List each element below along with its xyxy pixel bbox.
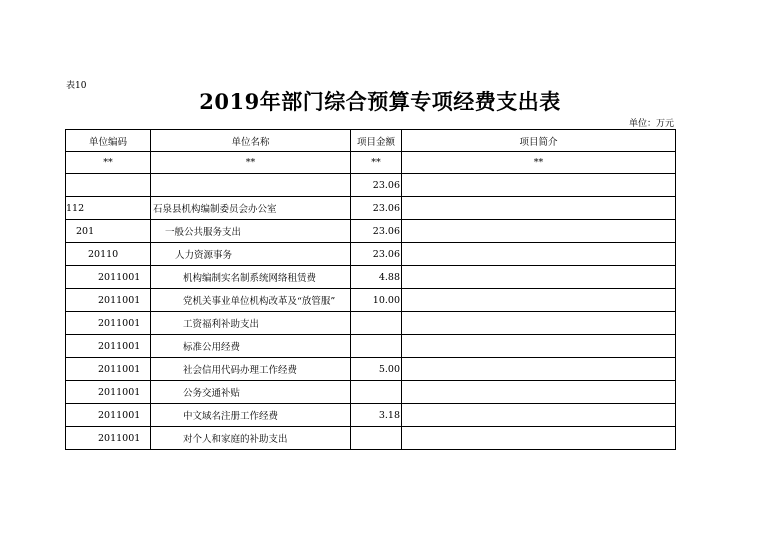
row-amount	[351, 335, 402, 358]
row-unit-name: 公务交通补贴	[151, 381, 351, 404]
row-intro	[402, 335, 676, 358]
unit-label: 单位：万元	[628, 119, 674, 129]
table-number: 表10	[66, 81, 87, 91]
row-intro	[402, 243, 676, 266]
row-unit-code: 2011001	[66, 381, 151, 404]
table-row	[66, 312, 676, 335]
table-row	[66, 427, 676, 450]
row-intro	[402, 289, 676, 312]
row-unit-name: 对个人和家庭的补助支出	[151, 427, 351, 450]
row-amount: 23.06	[351, 243, 402, 266]
header-amount: 项目金额	[351, 130, 402, 152]
row-unit-name: 社会信用代码办理工作经费	[151, 358, 351, 381]
row-unit-code: 112	[66, 197, 151, 220]
row-intro	[402, 266, 676, 289]
row-intro	[402, 174, 676, 197]
row-intro	[402, 381, 676, 404]
row-unit-name: 工资福利补助支出	[151, 312, 351, 335]
table-row	[66, 404, 676, 427]
expense-table	[65, 129, 676, 450]
table-row	[66, 243, 676, 266]
row-unit-code: 2011001	[66, 427, 151, 450]
row-intro	[402, 220, 676, 243]
placeholder-cell: **	[66, 152, 151, 174]
row-unit-code	[66, 174, 151, 197]
row-unit-code: 2011001	[66, 335, 151, 358]
row-intro	[402, 404, 676, 427]
row-intro	[402, 197, 676, 220]
table-row	[66, 358, 676, 381]
placeholder-cell: **	[151, 152, 351, 174]
row-amount	[351, 312, 402, 335]
row-unit-code: 201	[66, 220, 151, 243]
row-unit-name: 人力资源事务	[151, 243, 351, 266]
table-row	[66, 266, 676, 289]
table-header-row	[66, 130, 676, 152]
table-row	[66, 174, 676, 197]
row-unit-code: 2011001	[66, 404, 151, 427]
row-unit-name: 党机关事业单位机构改革及“放管服”	[151, 289, 351, 312]
row-amount	[351, 381, 402, 404]
row-intro	[402, 427, 676, 450]
row-amount: 4.88	[351, 266, 402, 289]
table-body	[66, 174, 676, 450]
table-row	[66, 381, 676, 404]
placeholder-cell: **	[351, 152, 402, 174]
row-amount: 23.06	[351, 174, 402, 197]
row-unit-code: 20110	[66, 243, 151, 266]
row-unit-code: 2011001	[66, 358, 151, 381]
row-unit-name	[151, 174, 351, 197]
row-intro	[402, 312, 676, 335]
header-intro: 项目简介	[402, 130, 676, 152]
table-row	[66, 335, 676, 358]
row-intro	[402, 358, 676, 381]
row-amount	[351, 427, 402, 450]
header-unit-name: 单位名称	[151, 130, 351, 152]
row-amount: 23.06	[351, 197, 402, 220]
row-amount: 3.18	[351, 404, 402, 427]
placeholder-cell: **	[402, 152, 676, 174]
row-unit-name: 机构编制实名制系统网络租赁费	[151, 266, 351, 289]
table-row	[66, 197, 676, 220]
row-unit-name: 一般公共服务支出	[151, 220, 351, 243]
table-row	[66, 289, 676, 312]
row-unit-name: 中文域名注册工作经费	[151, 404, 351, 427]
row-unit-code: 2011001	[66, 289, 151, 312]
row-unit-code: 2011001	[66, 312, 151, 335]
table-row	[66, 220, 676, 243]
page-title: 2019年部门综合预算专项经费支出表	[199, 89, 561, 114]
row-amount: 23.06	[351, 220, 402, 243]
row-unit-code: 2011001	[66, 266, 151, 289]
header-unit-code: 单位编码	[66, 130, 151, 152]
row-amount: 10.00	[351, 289, 402, 312]
placeholder-row	[66, 152, 676, 174]
row-amount: 5.00	[351, 358, 402, 381]
row-unit-name: 石泉县机构编制委员会办公室	[151, 197, 351, 220]
row-unit-name: 标准公用经费	[151, 335, 351, 358]
